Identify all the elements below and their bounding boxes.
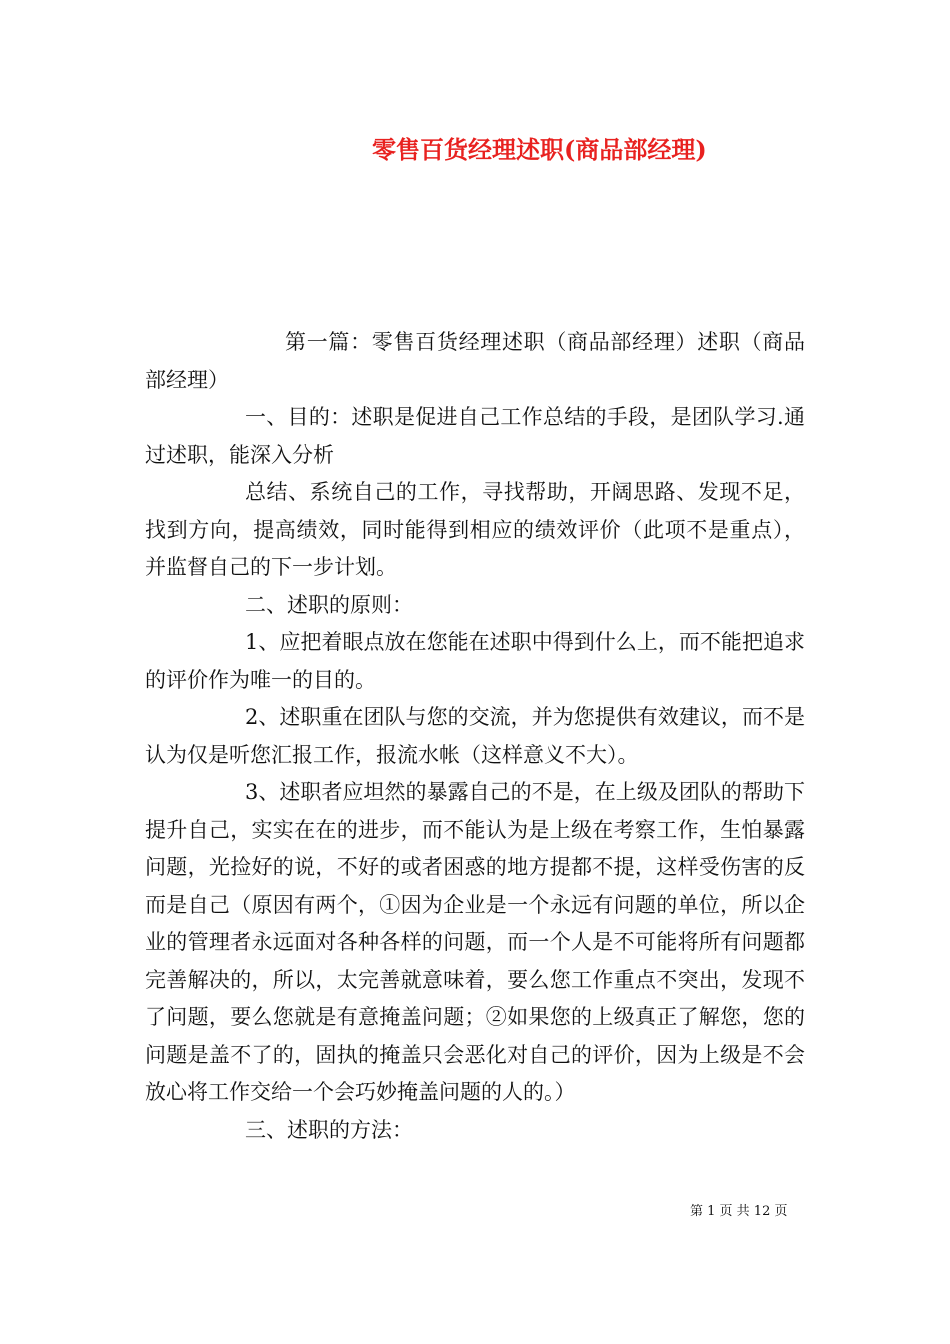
document-body xyxy=(145,324,805,1149)
paragraph-purpose: 一、目的：述职是促进自己工作总结的手段，是团队学习.通过述职，能深入分析 xyxy=(145,405,805,467)
paragraph-heading: 第一篇：零售百货经理述职（商品部经理）述职（商品部经理） xyxy=(145,330,805,392)
paragraph-principles-heading: 二、述职的原则： xyxy=(245,592,413,617)
paragraph-principle-2: 2、述职重在团队与您的交流，并为您提供有效建议，而不是认为仅是听您汇报工作，报流水帐（这样意义不大）。 xyxy=(145,705,805,767)
paragraph-summary: 总结、系统自己的工作，寻找帮助，开阔思路、发现不足，找到方向，提高绩效，同时能得到相应的绩效评价（此项不是重点），并监督自己的下一步计划。 xyxy=(145,480,805,579)
paragraph-principle-1: 1、应把着眼点放在您能在述职中得到什么上，而不能把追求的评价作为唯一的目的。 xyxy=(145,630,805,692)
paragraph-principle-3: 3、述职者应坦然的暴露自己的不是，在上级及团队的帮助下提升自己，实实在在的进步，而不能认为是上级在考察工作，生怕暴露问题，光捡好的说，不好的或者困惑的地方提都不提，这样受伤害的反而是自己（原因有两个，①因为企业是一个永远有问题的单位，所以企业的管理者永远面对各种各样的问题，而一个人是不可能将所有问题都完善解决的，所以，太完善就意味着，要么您工作重点不突出，发现不了问题，要么您就是有意掩盖问题；②如果您的上级真正了解您，您的问题是盖不了的，固执的掩盖只会恶化对自己的评价，因为上级是不会放心将工作交给一个会巧妙掩盖问题的人的。） xyxy=(145,780,805,1104)
document-title: 零售百货经理述职(商品部经理) xyxy=(372,135,707,164)
paragraph-methods-heading: 三、述职的方法： xyxy=(245,1117,413,1142)
page-number-footer: 第 1 页 共 12 页 xyxy=(690,1204,788,1219)
